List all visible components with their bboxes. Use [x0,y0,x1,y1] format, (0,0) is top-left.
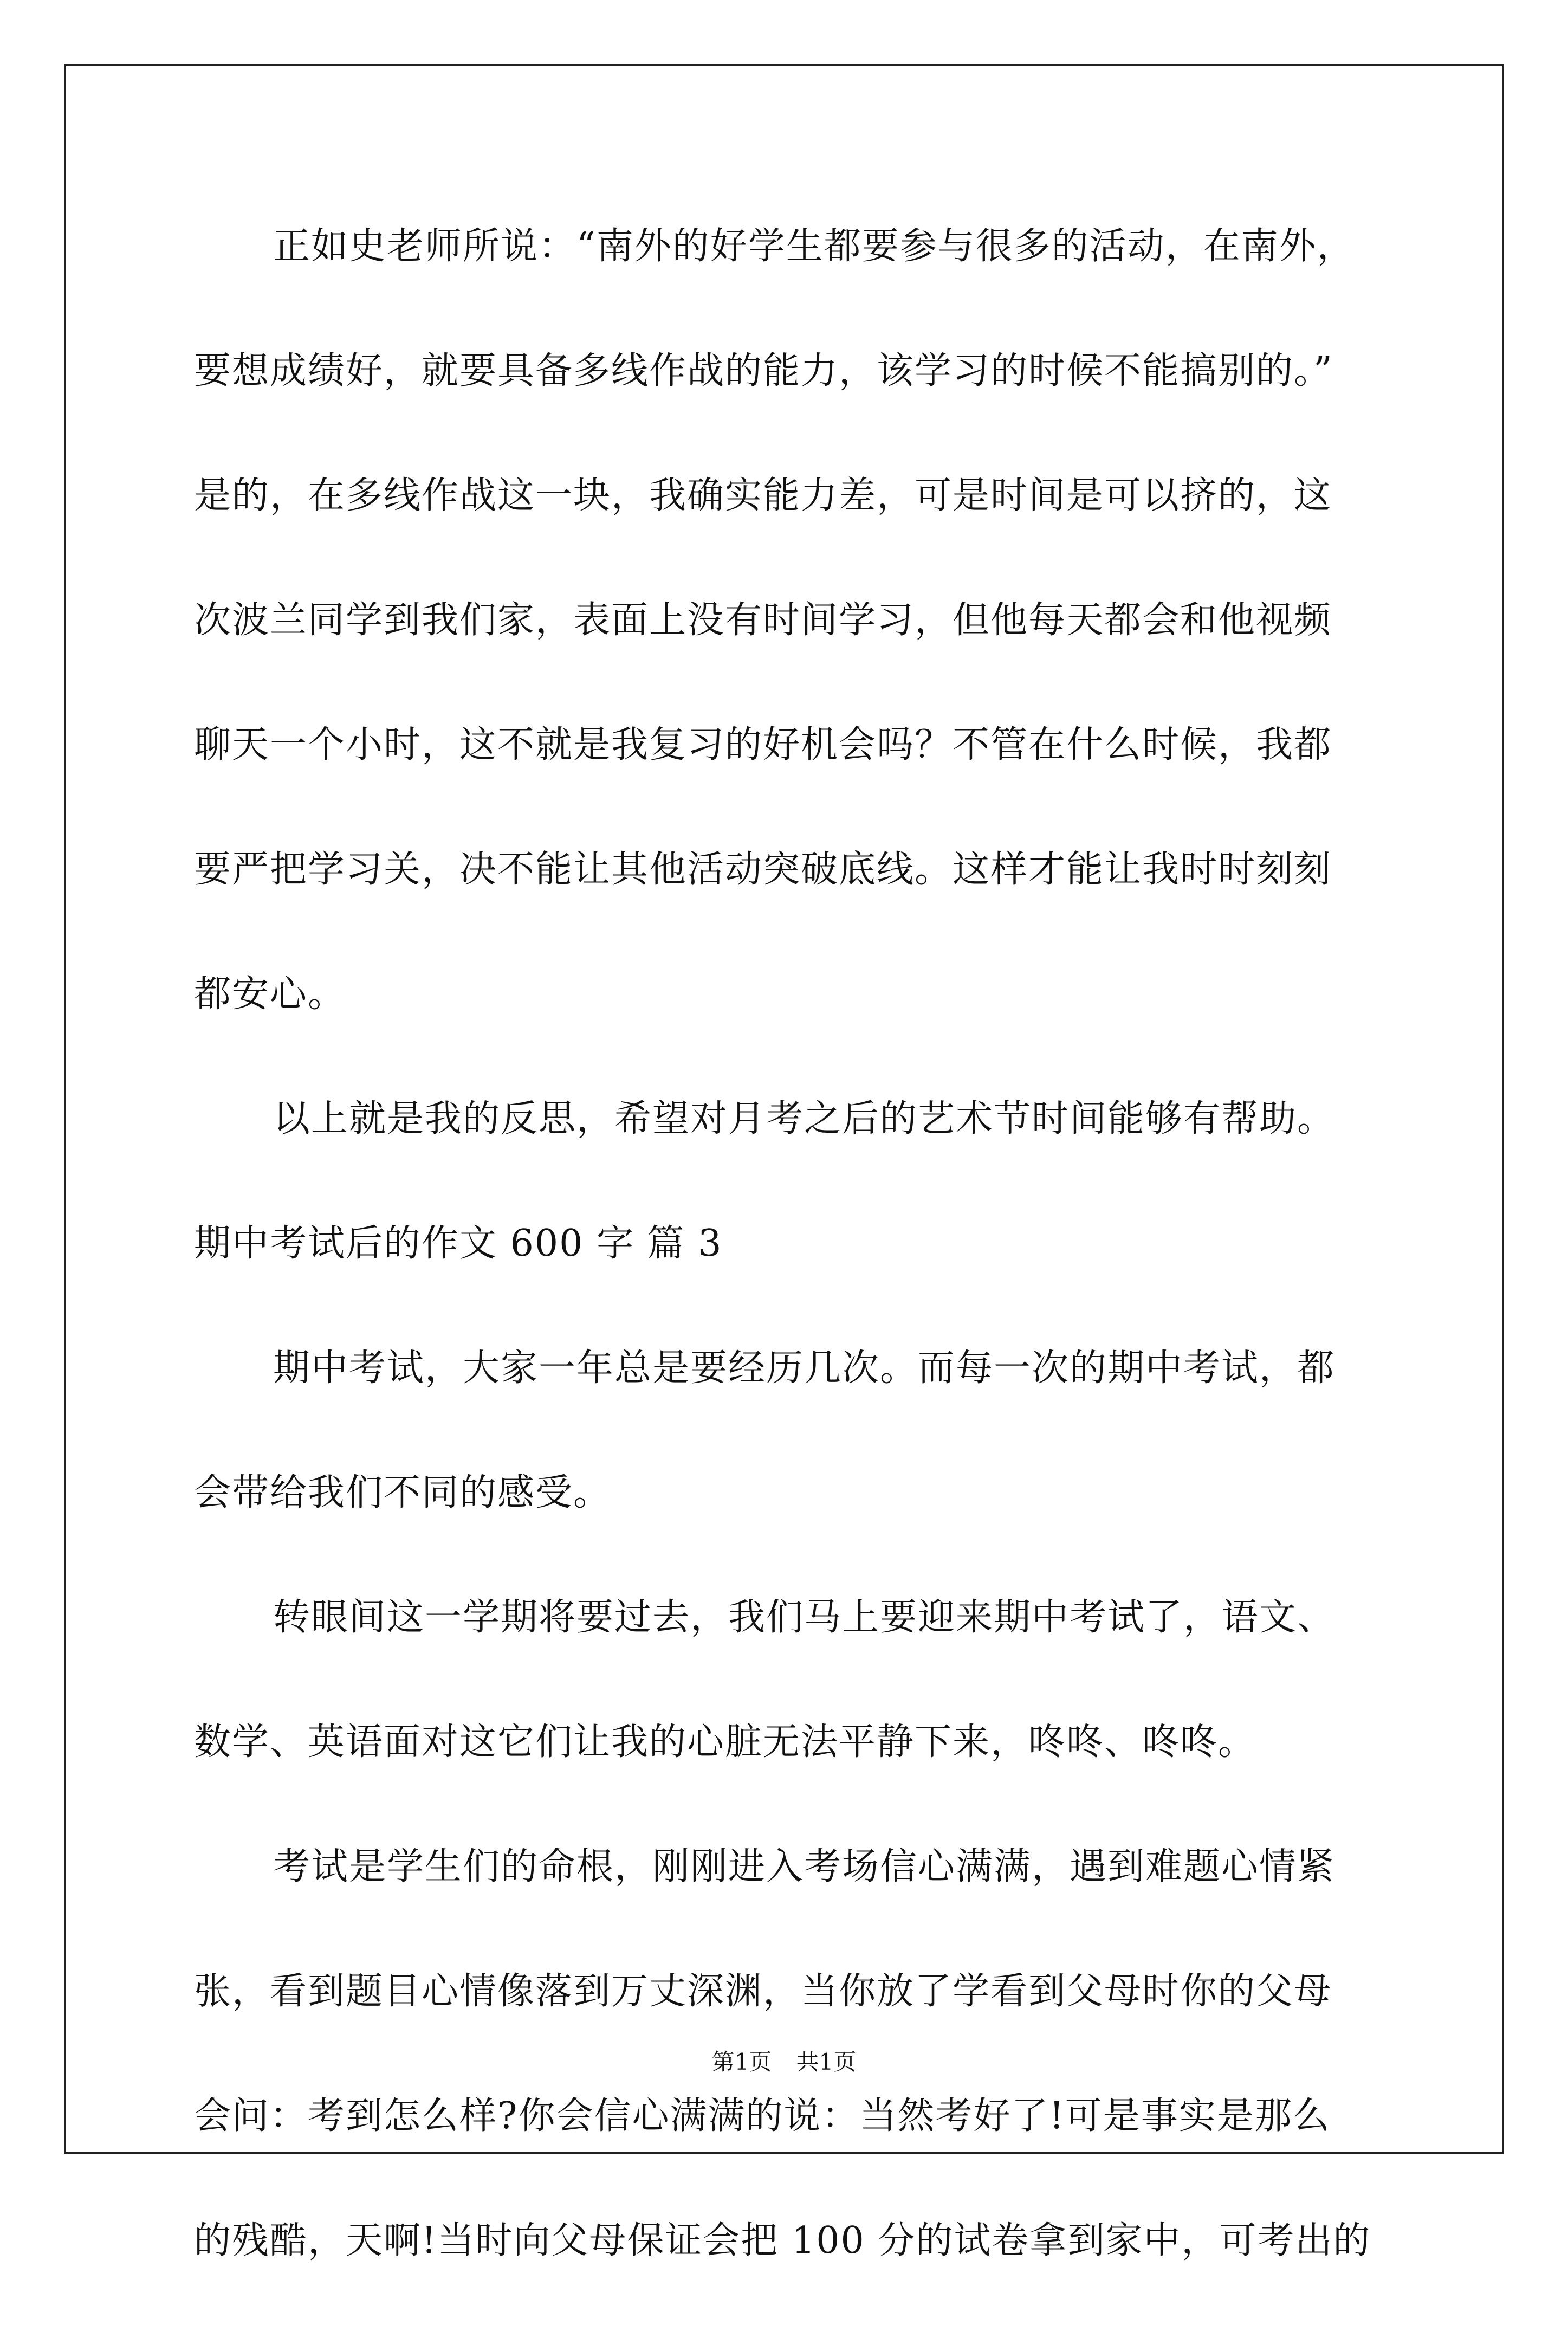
text-line: 次波兰同学到我们家，表面上没有时间学习，但他每天都会和他视频 [194,599,1332,642]
text-line: 的残酷，天啊!当时向父母保证会把 100 分的试卷拿到家中，可考出的 [194,2219,1371,2262]
text-line: 要想成绩好，就要具备多线作战的能力，该学习的时候不能搞别的。” [194,350,1333,392]
document-body [194,206,1375,2325]
text-line: 转眼间这一学期将要过去，我们马上要迎来期中考试了，语文、 [273,1596,1336,1639]
text-line: 会问：考到怎么样?你会信心满满的说：当然考好了!可是事实是那么 [194,2095,1331,2137]
text-line: 考试是学生们的命根，刚刚进入考场信心满满，遇到难题心情紧 [273,1845,1336,1888]
text-line: 期中考试，大家一年总是要经历几次。而每一次的期中考试，都 [273,1347,1336,1390]
text-line: 要严把学习关，决不能让其他活动突破底线。这样才能让我时时刻刻 [194,848,1332,891]
text-line: 以上就是我的反思，希望对月考之后的艺术节时间能够有帮助。 [273,1097,1336,1140]
text-line: 聊天一个小时，这不就是我复习的好机会吗？不管在什么时候，我都 [194,724,1332,766]
text-line: 是的，在多线作战这一块，我确实能力差，可是时间是可以挤的，这 [194,474,1332,517]
page-total: 共1页 [796,2049,857,2075]
text-line: 数学、英语面对这它们让我的心脏无法平静下来，咚咚、咚咚。 [194,1721,1256,1764]
text-line: 都安心。 [194,973,346,1016]
page-footer [0,2046,1568,2078]
page-number: 第1页 [711,2049,772,2075]
text-line: 张，看到题目心情像落到万丈深渊，当你放了学看到父母时你的父母 [194,1970,1332,2013]
section-heading: 期中考试后的作文 600 字 篇 3 [194,1222,723,1265]
text-line: 正如史老师所说：“南外的好学生都要参与很多的活动，在南外， [273,225,1355,268]
text-line: 会带给我们不同的感受。 [194,1471,612,1514]
